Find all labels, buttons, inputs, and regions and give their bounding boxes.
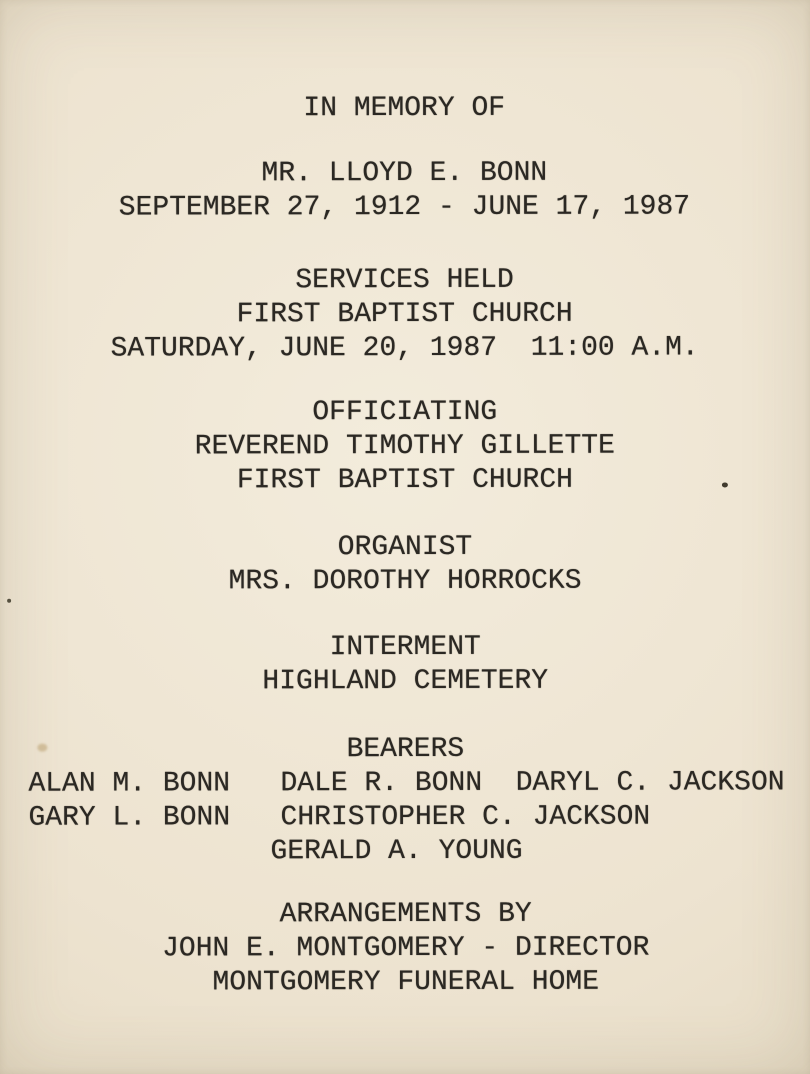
bearers-row: ALAN M. BONN DALE R. BONN DARYL C. JACKSON — [28, 767, 785, 800]
officiating-church: FIRST BAPTIST CHURCH — [236, 464, 573, 497]
arrangements-heading: ARRANGEMENTS BY — [279, 898, 532, 931]
services-section — [0, 263, 810, 366]
interment-location: HIGHLAND CEMETERY — [262, 665, 549, 698]
paper-speck — [7, 599, 11, 603]
officiating-heading: OFFICIATING — [312, 396, 498, 429]
deceased-section — [0, 156, 809, 225]
paper-stain — [37, 744, 47, 752]
bearers-section — [0, 732, 810, 869]
arrangements-section — [1, 897, 810, 1000]
bearers-row: GARY L. BONN CHRISTOPHER C. JACKSON — [28, 801, 651, 834]
bearers-heading: BEARERS — [346, 733, 465, 766]
services-datetime: SATURDAY, JUNE 20, 1987 11:00 A.M. — [110, 332, 699, 365]
services-heading: SERVICES HELD — [295, 264, 514, 297]
services-location: FIRST BAPTIST CHURCH — [236, 298, 573, 331]
paper-speck — [722, 482, 728, 487]
interment-section — [0, 630, 810, 699]
bearers-row: GERALD A. YOUNG — [270, 835, 523, 868]
interment-heading: INTERMENT — [329, 631, 481, 664]
arrangements-director: JOHN E. MONTGOMERY - DIRECTOR — [162, 932, 650, 965]
deceased-dates: SEPTEMBER 27, 1912 - JUNE 17, 1987 — [118, 191, 691, 224]
organist-heading: ORGANIST — [337, 531, 473, 564]
arrangements-funeral-home: MONTGOMERY FUNERAL HOME — [212, 966, 600, 999]
organist-section — [0, 530, 810, 599]
deceased-name: MR. LLOYD E. BONN — [261, 157, 548, 190]
memorial-header-section — [0, 91, 809, 126]
organist-name: MRS. DOROTHY HORROCKS — [228, 565, 582, 598]
officiating-section — [0, 395, 810, 498]
memorial-header: IN MEMORY OF — [303, 92, 506, 125]
officiating-name: REVEREND TIMOTHY GILLETTE — [194, 430, 615, 463]
